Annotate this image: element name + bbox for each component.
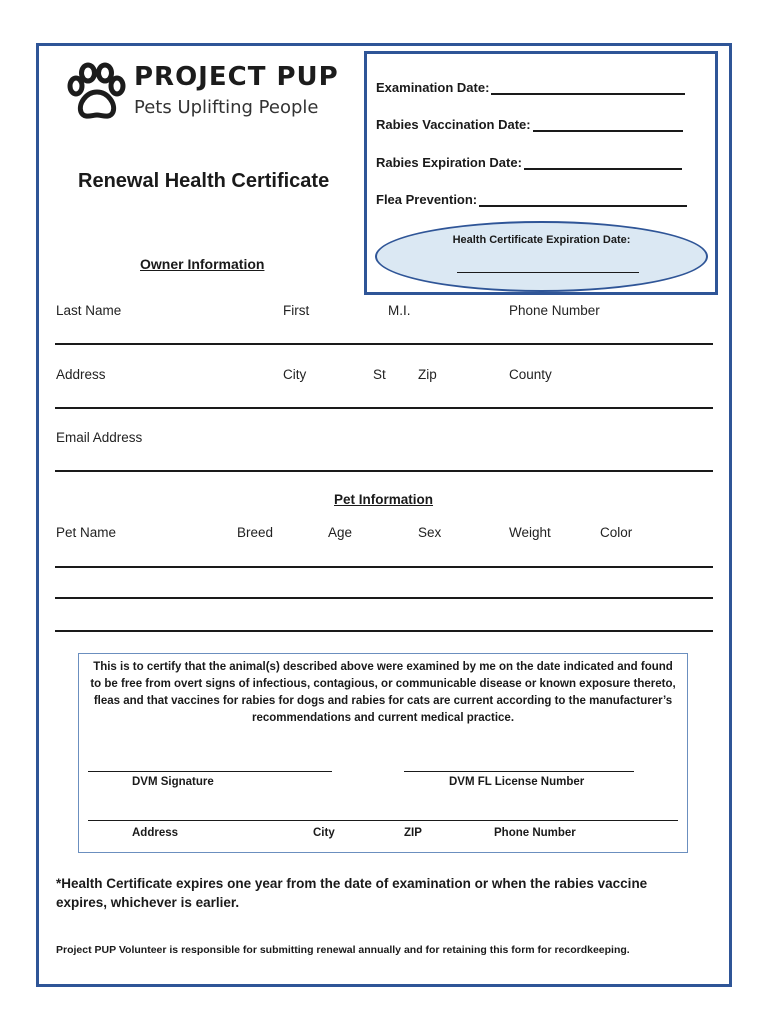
rabies-vaccination-date-line [533, 117, 683, 132]
dvm-signature-line[interactable] [88, 771, 332, 772]
health-cert-expiration-ellipse[interactable] [375, 221, 708, 292]
exam-date-label: Examination Date: [376, 80, 490, 95]
owner-state-label: St [373, 367, 386, 382]
name-entry-line[interactable] [55, 343, 713, 345]
pet-age-label: Age [328, 525, 353, 540]
expiration-footnote: *Health Certificate expires one year from the date of examination or when the rabies vaccine expires, whichever is earlier. [56, 876, 648, 910]
dvm-city-label: City [313, 827, 335, 839]
address-entry-line[interactable] [55, 407, 713, 409]
flea-prevention-label: Flea Prevention: [376, 192, 478, 207]
certification-statement: This is to certify that the animal(s) described above were examined by me on the date indicated and found to be free from overt signs of infectious, contagious, or communicable disease or known exposure thereto, fleas and that vaccines for rabies for dogs and rabies for cats are current according to the manufacturer’s recommendations and current medical practice. [90, 661, 676, 724]
dvm-signature-label: DVM Signature [132, 776, 214, 788]
pet-breed-label: Breed [237, 525, 274, 540]
dvm-address-label: Address [132, 827, 179, 839]
dvm-phone-label: Phone Number [494, 827, 576, 839]
pet-sex-label: Sex [418, 525, 442, 540]
dvm-address-line[interactable] [88, 820, 678, 821]
dvm-license-label: DVM FL License Number [449, 776, 585, 788]
rabies-vaccination-date-label: Rabies Vaccination Date: [376, 117, 531, 132]
email-entry-line[interactable] [55, 470, 713, 472]
owner-zip-label: Zip [418, 367, 437, 382]
dvm-zip-label: ZIP [404, 827, 422, 839]
rabies-expiration-date-field[interactable] [376, 155, 682, 170]
flea-prevention-line [479, 192, 687, 207]
owner-info-heading: Owner Information [140, 256, 265, 272]
health-cert-expiration-label: Health Certificate Expiration Date: [452, 234, 631, 246]
rabies-expiration-date-line [524, 155, 682, 170]
pet-weight-label: Weight [509, 525, 551, 540]
volunteer-responsibility-note: Project PUP Volunteer is responsible for submitting renewal annually and for retaining this form for recordkeeping. [56, 944, 630, 956]
pet-info-heading: Pet Information [334, 492, 434, 507]
email-label: Email Address [56, 430, 143, 445]
last-name-label: Last Name [56, 303, 122, 318]
owner-phone-label: Phone Number [509, 303, 600, 318]
pet-name-label: Pet Name [56, 525, 117, 540]
flea-prevention-field[interactable] [376, 192, 687, 207]
owner-city-label: City [283, 367, 307, 382]
exam-date-line [491, 80, 685, 95]
pet-entry-line-2[interactable] [55, 597, 713, 599]
brand-name: PROJECT PUP [134, 62, 339, 92]
rabies-expiration-date-label: Rabies Expiration Date: [376, 155, 522, 170]
middle-initial-label: M.I. [388, 303, 411, 318]
owner-county-label: County [509, 367, 552, 382]
exam-date-field[interactable] [376, 80, 685, 95]
rabies-vaccination-date-field[interactable] [376, 117, 683, 132]
pet-entry-line-3[interactable] [55, 630, 713, 632]
paw-print-logo-icon [66, 62, 128, 122]
owner-address-label: Address [56, 367, 106, 382]
dvm-license-line[interactable] [404, 771, 634, 772]
first-name-label: First [283, 303, 310, 318]
page-title: Renewal Health Certificate [78, 170, 330, 192]
pet-entry-line-1[interactable] [55, 566, 713, 568]
health-cert-expiration-line [457, 272, 639, 273]
brand-tagline: Pets Uplifting People [134, 97, 319, 118]
pet-color-label: Color [600, 525, 633, 540]
